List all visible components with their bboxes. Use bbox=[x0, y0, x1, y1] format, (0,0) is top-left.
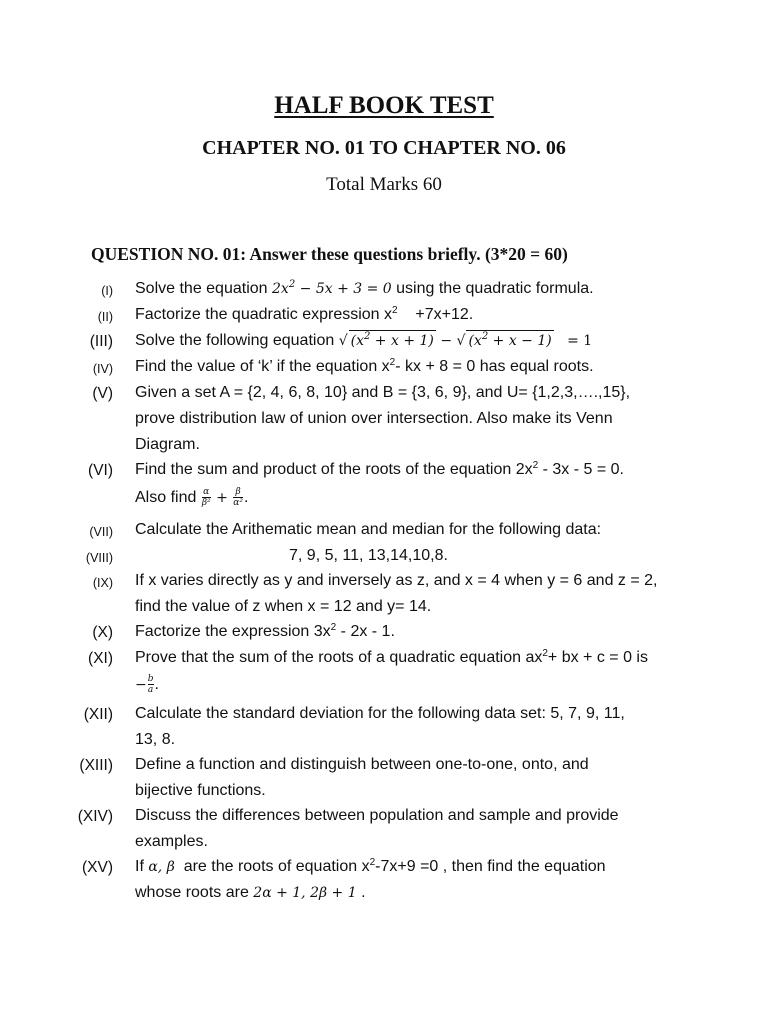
item-number: (XII) bbox=[83, 706, 113, 723]
item-number: (II) bbox=[97, 310, 113, 324]
item-text: If α, β are the roots of equation $x^2-7x+9 =0$ , then find the equation bbox=[135, 857, 606, 875]
item-text: prove distribution law of union over intersection. Also make its Venn bbox=[135, 410, 613, 427]
item-number: (IV) bbox=[92, 362, 113, 376]
item-number: (IX) bbox=[92, 576, 113, 590]
page-title: HALF BOOK TEST bbox=[274, 92, 494, 119]
item-text: If x varies directly as y and inversely as z, and x = 4 when y = 6 and z = 2, bbox=[135, 572, 658, 589]
page-subtitle: CHAPTER NO. 01 TO CHAPTER NO. 06 bbox=[202, 137, 566, 159]
item-text: Define a function and distinguish between one-to-one, onto, and bbox=[135, 756, 589, 773]
greek-roots: α, β bbox=[148, 859, 175, 875]
equation: 2α + 1, 2β + 1 bbox=[253, 885, 357, 901]
item-number: (VII) bbox=[89, 525, 113, 539]
fraction: $\frac{b}{a}$ bbox=[147, 674, 154, 696]
item-text: Calculate the standard deviation for the following data set: 5, 7, 9, 11, bbox=[135, 705, 625, 722]
item-text: Diagram. bbox=[135, 436, 200, 453]
item-text: Factorize the quadratic expression $x^2$ +7x+12. bbox=[135, 305, 474, 323]
item-text: examples. bbox=[135, 833, 208, 850]
item-text: bijective functions. bbox=[135, 782, 266, 799]
item-text: Find the sum and product of the roots of the equation $2x^2 - 3x - 5 = 0$. bbox=[135, 460, 624, 478]
total-marks: Total Marks 60 bbox=[326, 174, 442, 195]
question-heading: QUESTION NO. 01: Answer these questions briefly. (3*20 = 60) bbox=[91, 244, 568, 264]
item-number: (III) bbox=[89, 333, 113, 350]
fraction: $\frac{\alpha}{\text{β²}}$ bbox=[201, 487, 211, 509]
item-text: Given a set A = {2, 4, 6, 8, 10} and B = {3, 6, 9}, and U= {1,2,3,….,15}, bbox=[135, 384, 631, 401]
item-number: (VIII) bbox=[85, 551, 113, 565]
item-text: Discuss the differences between population and sample and provide bbox=[135, 807, 619, 824]
item-number: (XIV) bbox=[77, 808, 113, 825]
item-text: Also find $\frac{\alpha}{\text{β²}}$ + $\frac{\beta}{\text{α²}}$ . bbox=[135, 487, 249, 509]
item-text: 13, 8. bbox=[135, 731, 176, 748]
equation: √ $(x^2 + x + 1)$ − √ $(x^2 + x - 1)$ = 1 bbox=[338, 331, 593, 349]
item-number: (XIII) bbox=[79, 757, 113, 774]
item-number: (I) bbox=[101, 284, 113, 298]
item-number: (X) bbox=[92, 624, 113, 641]
item-number: (VI) bbox=[88, 462, 113, 479]
item-text: Solve the following equation √ $(x^2 + x + 1)$ − √ $(x^2 + x - 1)$ = 1 bbox=[135, 331, 593, 349]
item-number: (XI) bbox=[88, 650, 113, 667]
item-text: Prove that the sum of the roots of a quadratic equation $ax^2+$ bx + c = 0 is bbox=[135, 648, 648, 666]
item-text: 7, 9, 5, 11, 13,14,10,8. bbox=[289, 547, 448, 564]
equation: $2x^2 - 5x + 3 = 0$ bbox=[272, 279, 392, 297]
fraction: $\frac{\beta}{\text{α²}}$ bbox=[233, 487, 243, 509]
item-text: whose roots are 2α + 1, 2β + 1 . bbox=[135, 884, 366, 901]
item-text: Factorize the expression $3x^2 - 2x - 1$. bbox=[135, 622, 395, 640]
item-text: Solve the equation $2x^2 - 5x + 3 = 0$ using the quadratic formula. bbox=[135, 279, 594, 297]
item-number: (XV) bbox=[82, 859, 113, 876]
item-number: (V) bbox=[92, 385, 113, 402]
item-text: Find the value of ‘k’ if the equation $x^2-$ kx + 8 = 0 has equal roots. bbox=[135, 357, 594, 375]
item-text: find the value of z when x = 12 and y= 14. bbox=[135, 598, 432, 615]
item-text: − $\frac{b}{a}$ . bbox=[135, 674, 159, 696]
item-text: Calculate the Arithematic mean and median for the following data: bbox=[135, 521, 602, 538]
